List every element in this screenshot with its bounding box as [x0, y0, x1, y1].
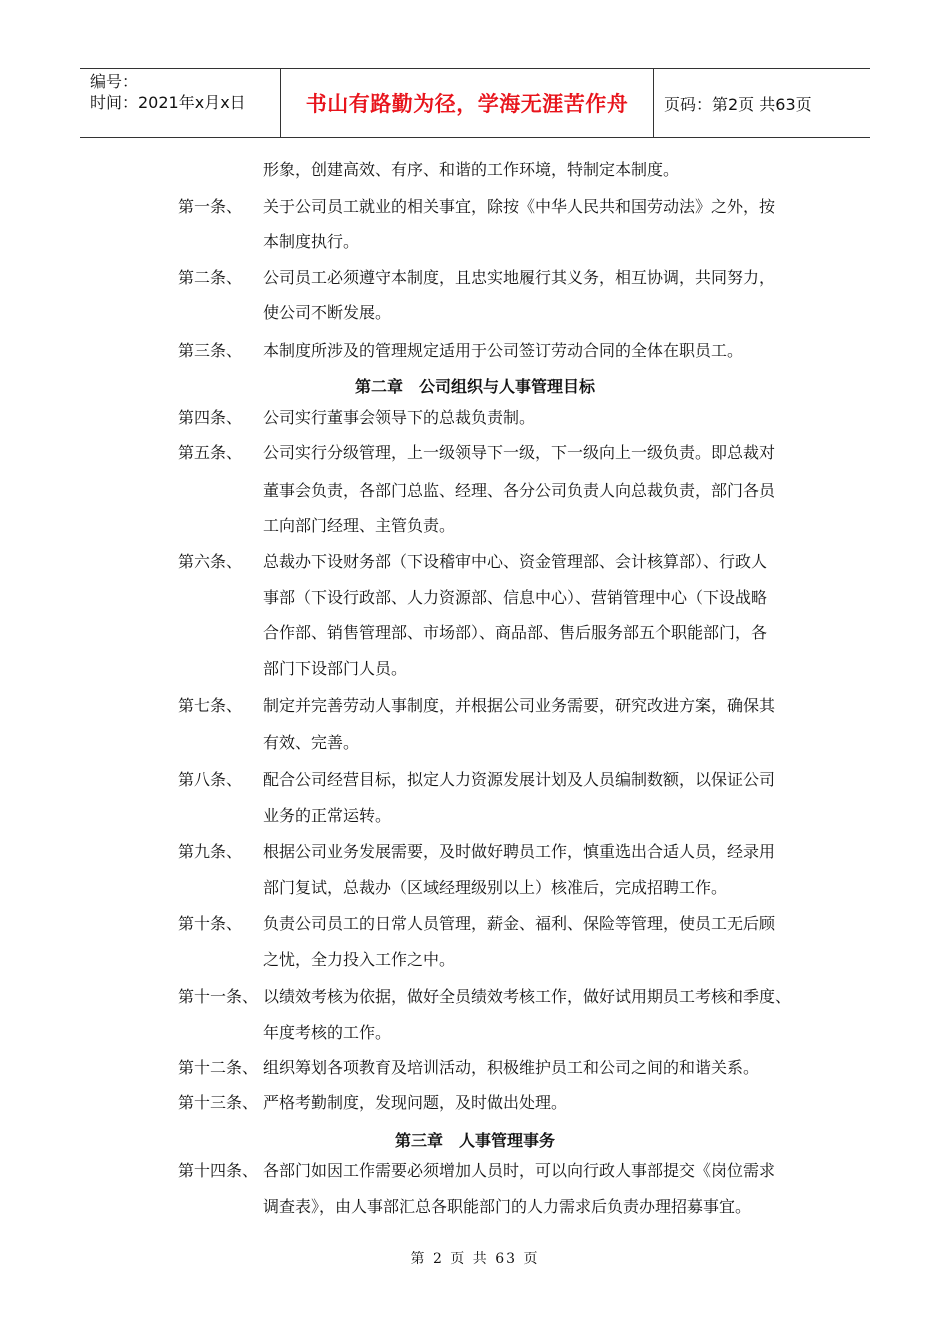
chapter-heading: 第二章 公司组织与人事管理目标	[354, 377, 595, 396]
continuation-line: 部门复试，总裁办（区域经理级别以上）核准后，完成招聘工作。	[263, 878, 728, 897]
article-text: 关于公司员工就业的相关事宜，除按《中华人民共和国劳动法》之外，按	[263, 197, 776, 216]
continuation-line: 事部（下设行政部、人力资源部、信息中心）、营销管理中心（下设战略	[263, 588, 768, 607]
article-text: 总裁办下设财务部（下设稽审中心、资金管理部、会计核算部）、行政人	[263, 552, 768, 571]
continuation-line: 之忧，全力投入工作之中。	[263, 950, 456, 969]
continuation-line: 工向部门经理、主管负责。	[263, 516, 456, 535]
doc-date: 时间：2021年x月x日	[90, 93, 246, 112]
article-number: 第九条、	[178, 842, 243, 861]
article-text: 公司员工必须遵守本制度，且忠实地履行其义务，相互协调，共同努力，	[263, 268, 776, 287]
continuation-line: 形象，创建高效、有序、和谐的工作环境，特制定本制度。	[263, 160, 680, 179]
article-number: 第六条、	[178, 552, 243, 571]
article-text: 严格考勤制度，发现问题，及时做出处理。	[263, 1093, 568, 1112]
continuation-line: 使公司不断发展。	[263, 303, 392, 322]
continuation-line: 部门下设部门人员。	[263, 659, 408, 678]
article-number: 第七条、	[178, 696, 243, 715]
article-text: 制定并完善劳动人事制度，并根据公司业务需要，研究改进方案，确保其	[263, 696, 776, 715]
continuation-line: 业务的正常运转。	[263, 806, 392, 825]
article-text: 组织筹划各项教育及培训活动，积极维护员工和公司之间的和谐关系。	[263, 1058, 760, 1077]
article-text: 以绩效考核为依据，做好全员绩效考核工作，做好试用期员工考核和季度、	[263, 987, 792, 1006]
article-number: 第十一条、	[178, 987, 259, 1006]
article-text: 配合公司经营目标，拟定人力资源发展计划及人员编制数额，以保证公司	[263, 770, 776, 789]
continuation-line: 董事会负责，各部门总监、经理、各分公司负责人向总裁负责，部门各员	[263, 481, 776, 500]
continuation-line: 有效、完善。	[263, 733, 360, 752]
article-text: 各部门如因工作需要必须增加人员时，可以向行政人事部提交《岗位需求	[263, 1161, 776, 1180]
doc-number-label: 编号：	[90, 72, 139, 91]
header-info-cell	[80, 69, 281, 137]
continuation-line: 年度考核的工作。	[263, 1023, 392, 1042]
article-number: 第八条、	[178, 770, 243, 789]
article-text: 公司实行分级管理，上一级领导下一级，下一级向上一级负责。即总裁对	[263, 443, 776, 462]
article-text: 负责公司员工的日常人员管理，薪金、福利、保险等管理，使员工无后顾	[263, 914, 776, 933]
article-text: 公司实行董事会领导下的总裁负责制。	[263, 408, 536, 427]
header-page-info: 页码：第2页 共63页	[664, 94, 812, 114]
article-text: 根据公司业务发展需要，及时做好聘员工作，慎重选出合适人员，经录用	[263, 842, 776, 861]
article-number: 第十二条、	[178, 1058, 259, 1077]
header-motto: 书山有路勤为径，学海无涯苦作舟	[281, 69, 654, 137]
article-number: 第四条、	[178, 408, 243, 427]
continuation-line: 本制度执行。	[263, 232, 360, 251]
article-number: 第五条、	[178, 443, 243, 462]
continuation-line: 合作部、销售管理部、市场部）、商品部、售后服务部五个职能部门，各	[263, 623, 768, 642]
chapter-heading: 第三章 人事管理事务	[394, 1131, 555, 1150]
continuation-line: 调查表》，由人事部汇总各职能部门的人力需求后负责办理招募事宜。	[263, 1197, 752, 1216]
article-number: 第十条、	[178, 914, 243, 933]
article-number: 第十四条、	[178, 1161, 259, 1180]
page-footer: 第 2 页 共 63 页	[410, 1251, 540, 1267]
article-number: 第十三条、	[178, 1093, 259, 1112]
article-number: 第一条、	[178, 197, 243, 216]
header-table	[80, 68, 870, 138]
article-number: 第二条、	[178, 268, 243, 287]
article-number: 第三条、	[178, 341, 243, 360]
article-text: 本制度所涉及的管理规定适用于公司签订劳动合同的全体在职员工。	[263, 341, 744, 360]
